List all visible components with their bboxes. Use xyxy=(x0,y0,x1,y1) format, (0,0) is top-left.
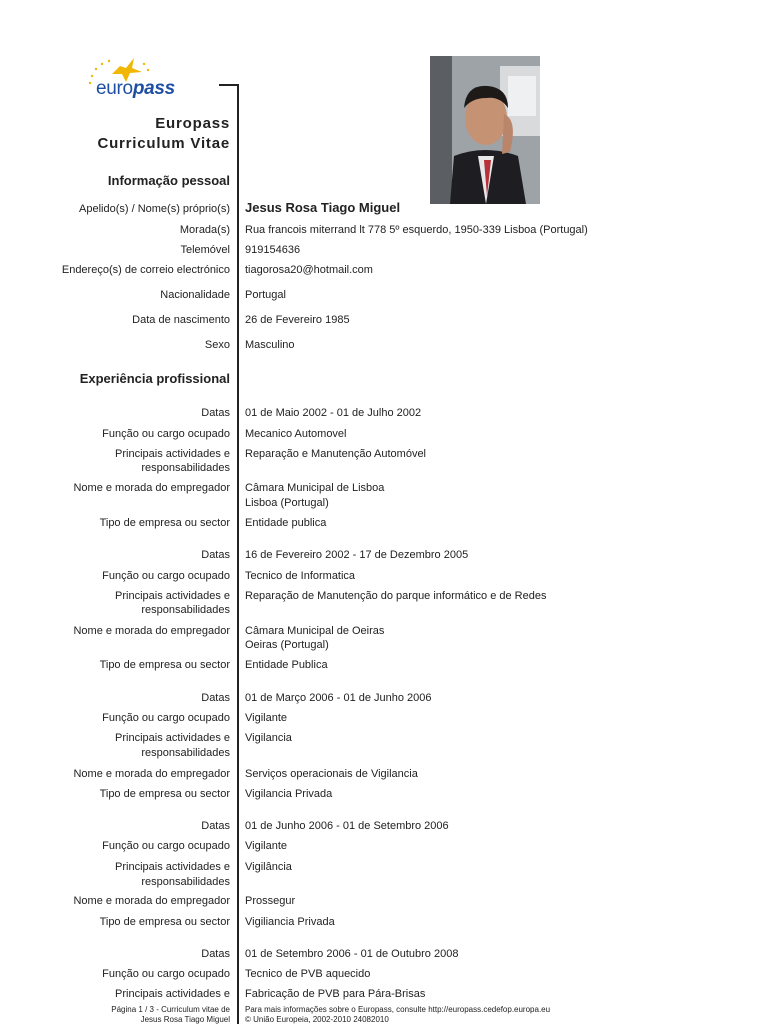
field-label: responsabilidades xyxy=(141,876,230,888)
field-label: Tipo de empresa ou sector xyxy=(99,659,230,671)
field-value: 01 de Maio 2002 - 01 de Julho 2002 xyxy=(245,407,422,419)
logo-prefix: euro xyxy=(96,78,133,99)
email-value: tiagorosa20@hotmail.com xyxy=(245,264,373,276)
field-label: Principais actividades e xyxy=(115,448,230,460)
footer-link-line: Para mais informações sobre o Europass, consulte http://europass.cedefop.europa.eu xyxy=(245,1005,551,1014)
field-value: Vigilante xyxy=(245,840,287,852)
field-value: Vigilância xyxy=(245,861,292,873)
field-label: Função ou cargo ocupado xyxy=(102,712,230,724)
field-label: Nome e morada do empregador xyxy=(73,895,230,907)
doc-title-line2: Curriculum Vitae xyxy=(97,135,230,152)
field-label: Morada(s) xyxy=(179,224,230,236)
field-label: Apelido(s) / Nome(s) próprio(s) xyxy=(79,203,230,215)
field-label: responsabilidades xyxy=(141,604,230,616)
field-value: Rua francois miterrand lt 778 5º esquerdo, 1950-339 Lisboa (Portugal) xyxy=(245,224,588,236)
field-label: Data de nascimento xyxy=(132,314,230,326)
field-label: Tipo de empresa ou sector xyxy=(99,517,230,529)
header-rule xyxy=(219,84,238,86)
field-label: Principais actividades e xyxy=(115,988,230,1000)
field-value: 01 de Setembro 2006 - 01 de Outubro 2008 xyxy=(245,948,459,960)
field-value: Entidade Publica xyxy=(245,659,328,671)
field-label: Principais actividades e xyxy=(115,590,230,602)
field-label: Sexo xyxy=(204,339,230,351)
field-value: Lisboa (Portugal) xyxy=(245,497,329,509)
field-label: responsabilidades xyxy=(141,747,230,759)
field-label: responsabilidades xyxy=(141,462,230,474)
field-label: Nome e morada do empregador xyxy=(73,625,230,637)
field-value: Mecanico Automovel xyxy=(245,428,347,440)
field-label: Datas xyxy=(201,820,230,832)
field-label: Nome e morada do empregador xyxy=(73,482,230,494)
field-value: 919154636 xyxy=(245,244,301,256)
field-value: Tecnico de PVB aquecido xyxy=(245,968,371,980)
field-label: Datas xyxy=(201,407,230,419)
logo-suffix: pass xyxy=(132,78,175,99)
field-label: Datas xyxy=(201,948,230,960)
field-label: Endereço(s) de correio electrónico xyxy=(61,264,230,276)
field-label: Tipo de empresa ou sector xyxy=(99,788,230,800)
field-value: Masculino xyxy=(245,339,295,351)
field-value: Portugal xyxy=(245,289,286,301)
field-value: 26 de Fevereiro 1985 xyxy=(245,314,350,326)
field-label: Função ou cargo ocupado xyxy=(102,968,230,980)
footer-copyright-line: © União Europeia, 2002-2010 24082010 xyxy=(245,1014,389,1024)
field-value: Vigilancia Privada xyxy=(245,788,333,800)
field-value: Tecnico de Informatica xyxy=(245,570,356,582)
field-value: 01 de Março 2006 - 01 de Junho 2006 xyxy=(245,692,432,704)
personal-info-heading: Informação pessoal xyxy=(107,173,230,188)
field-label: Telemóvel xyxy=(180,244,230,256)
footer-page-info xyxy=(30,1005,230,1024)
field-label: Nacionalidade xyxy=(160,289,230,301)
doc-title-line1: Europass xyxy=(155,115,230,132)
field-value: Serviços operacionais de Vigilancia xyxy=(245,768,418,780)
field-value: Câmara Municipal de Lisboa xyxy=(245,482,385,494)
field-value: Oeiras (Portugal) xyxy=(245,639,329,651)
field-value: Vigilante xyxy=(245,712,287,724)
footer-europass-info xyxy=(245,1005,645,1024)
person-name: Jesus Rosa Tiago Miguel xyxy=(245,200,401,215)
experience-heading: Experiência profissional xyxy=(79,371,230,386)
field-label: Datas xyxy=(201,692,230,704)
field-label: Função ou cargo ocupado xyxy=(102,840,230,852)
field-value: Fabricação de PVB para Pára-Brisas xyxy=(245,988,426,1000)
field-value: 16 de Fevereiro 2002 - 17 de Dezembro 2005 xyxy=(245,549,469,561)
field-label: Principais actividades e xyxy=(115,732,230,744)
footer-page-line: Página 1 / 3 - Curriculum vitae de xyxy=(111,1005,230,1014)
field-value: Vigiliancia Privada xyxy=(245,916,335,928)
column-divider xyxy=(237,84,239,1024)
field-label: Tipo de empresa ou sector xyxy=(99,916,230,928)
field-value: Prossegur xyxy=(245,895,296,907)
field-value: Reparação e Manutenção Automóvel xyxy=(245,448,427,460)
europass-logo xyxy=(82,52,182,108)
field-value: Entidade publica xyxy=(245,517,327,529)
field-value: Câmara Municipal de Oeiras xyxy=(245,625,385,637)
field-label: Função ou cargo ocupado xyxy=(102,428,230,440)
profile-photo xyxy=(430,56,540,204)
field-label: Função ou cargo ocupado xyxy=(102,570,230,582)
footer-owner-line: Jesus Rosa Tiago Miguel xyxy=(140,1014,230,1024)
field-value: Vigilancia xyxy=(245,732,292,744)
field-value: Reparação de Manutenção do parque informático e de Redes xyxy=(245,590,547,602)
field-label: Datas xyxy=(201,549,230,561)
field-label: Nome e morada do empregador xyxy=(73,768,230,780)
field-label: Principais actividades e xyxy=(115,861,230,873)
field-value: 01 de Junho 2006 - 01 de Setembro 2006 xyxy=(245,820,449,832)
